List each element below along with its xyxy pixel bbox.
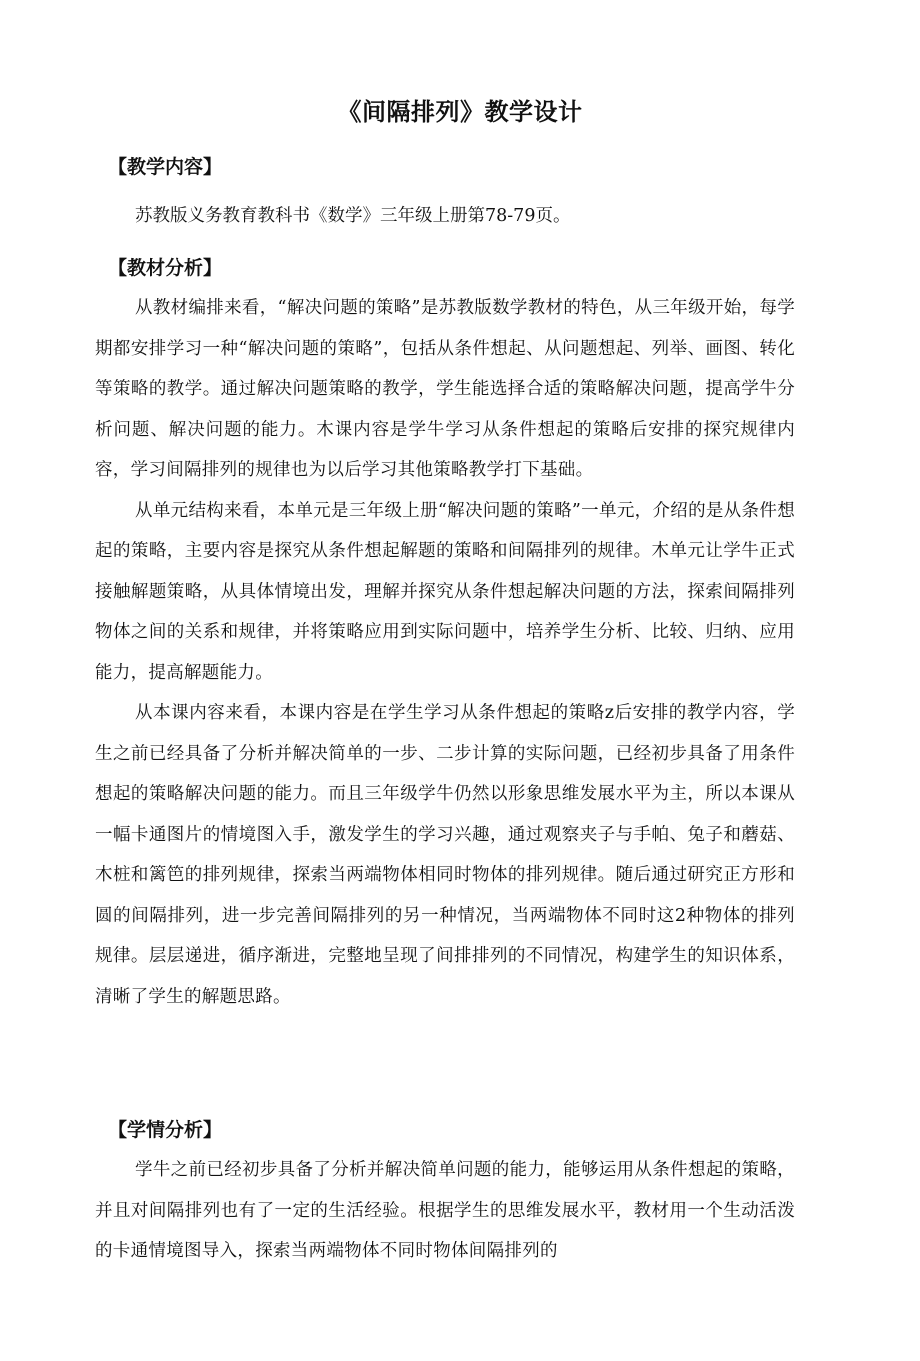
analysis-paragraph-3: 从本课内容来看，本课内容是在学生学习从条件想起的策略z后安排的教学内容，学生之前已经具备了分析并解决简单的一步、二步计算的实际问题，已经初步具备了用条件想起的策略解决问题的能力。而且三年级学牛仍然以形象思维发展水平为主，所以本课从一幅卡通图片的情境图入手，激发学生的学习兴趣，通过观察夹子与手帕、兔子和蘑菇、木桩和篱笆的排列规律，探索当两端物体相同时物体的排列规律。随后通过研究正方形和圆的间隔排列，进一步完善间隔排列的另一种情况，当两端物体不同时这2种物体的排列规律。层层递进，循序渐进，完整地呈现了间排排列的不同情况，构建学生的知识体系，清晰了学生的解题思路。 [95, 703, 795, 1007]
analysis-paragraph-2: 从单元结构来看，本单元是三年级上册“解决问题的策略”一单元，介绍的是从条件想起的策略，主要内容是探究从条件想起解题的策略和间隔排列的规律。木单元让学牛正式接触解题策略，从具体情境出发，理解并探究从条件想起解决问题的方法，探索间隔排列物体之间的关系和规律，并将策略应用到实际问题中，培养学生分析、比较、归纳、应用能力，提高解题能力。 [95, 500, 795, 683]
heading-learner-analysis: 【学情分析】 [108, 1119, 223, 1141]
learner-analysis-body [95, 1150, 795, 1272]
heading-teaching-content: 【教学内容】 [108, 156, 223, 178]
heading-textbook-analysis: 【教材分析】 [108, 257, 223, 279]
analysis-paragraph-1: 从教材编排来看，“解决问题的策略”是苏教版数学教材的特色，从三年级开始，每学期都安排学习一种“解决问题的策略”，包括从条件想起、从问题想起、列举、画图、转化等策略的教学。通过解决问题策略的教学，学生能选择合适的策略解决问题，提高学牛分析问题、解决问题的能力。木课内容是学牛学习从条件想起的策略后安排的探究规律内容，学习间隔排列的规律也为以后学习其他策略教学打下基础。 [95, 298, 795, 480]
textbook-analysis-body [95, 288, 795, 1017]
learner-paragraph-1: 学牛之前已经初步具备了分析并解决简单问题的能力，能够运用从条件想起的策略，并且对间隔排列也有了一定的生活经验。根据学生的思维发展水平，教材用一个生动活泼的卡通情境图导入，探索当两端物体不同时物体间隔排列的 [95, 1160, 795, 1261]
teaching-content-text: 苏教版义务教育教科书《数学》三年级上册第78-79页。 [135, 206, 571, 226]
document-title: 《间隔排列》教学设计 [337, 98, 583, 126]
